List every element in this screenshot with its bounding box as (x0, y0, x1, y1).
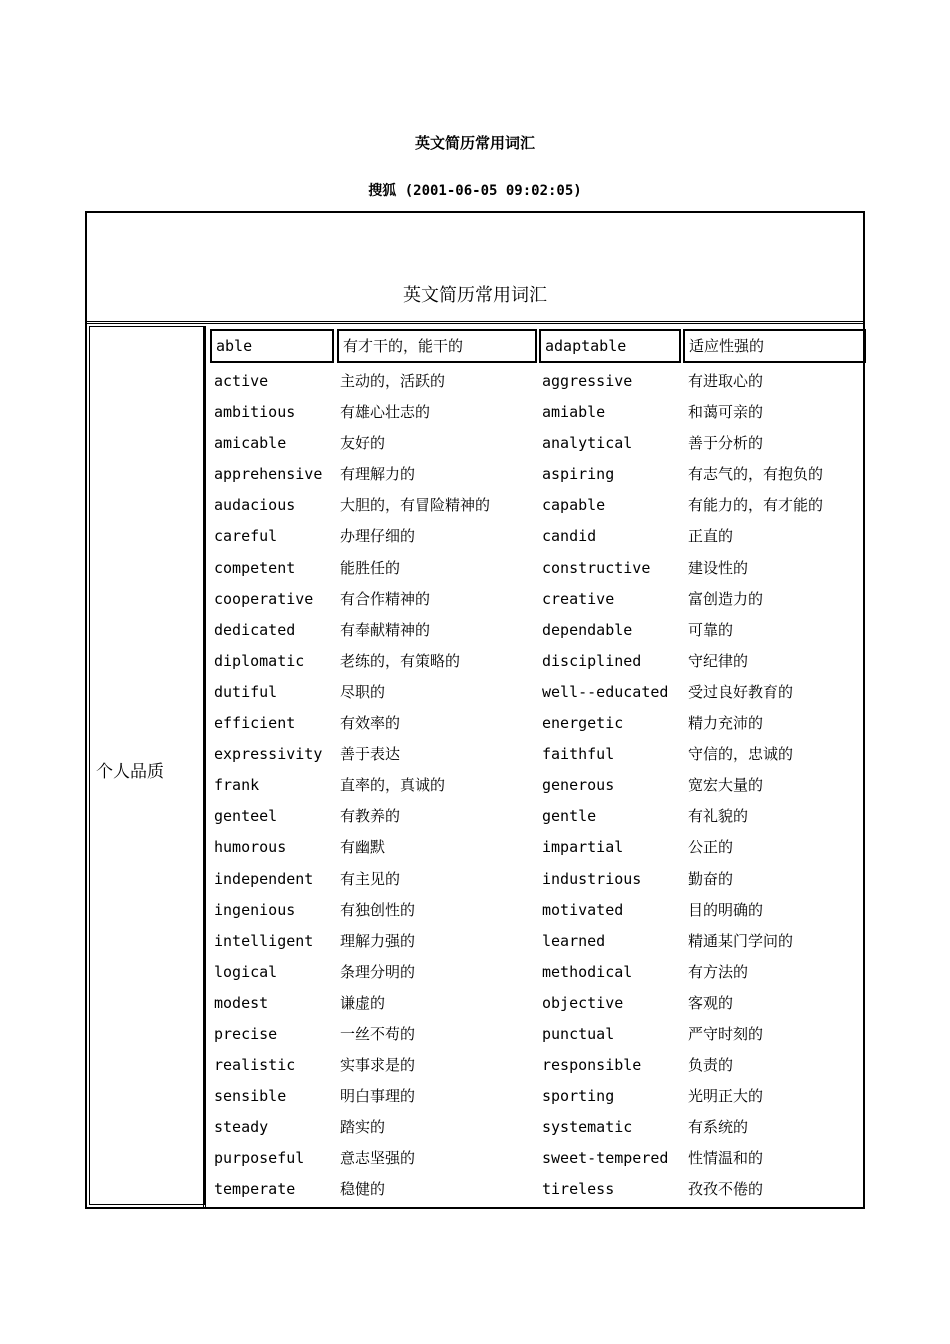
word-row (206, 770, 866, 801)
word-en-right: well--educated (542, 682, 669, 701)
header-word-en-1: able (210, 329, 334, 363)
word-zh-left: 有独创性的 (340, 900, 416, 919)
word-zh-left: 主动的，活跃的 (340, 372, 446, 390)
word-zh-left: 有主见的 (340, 869, 401, 888)
word-en-right: analytical (542, 434, 633, 453)
word-en-left: steady (214, 1118, 269, 1137)
word-zh-right: 可靠的 (688, 620, 734, 639)
word-en-left: expressivity (214, 745, 323, 764)
word-en-right: disciplined (542, 651, 642, 670)
word-en-left: dutiful (214, 682, 278, 701)
word-zh-left: 理解力强的 (340, 931, 416, 950)
word-zh-right: 有礼貌的 (688, 807, 749, 826)
word-zh-left: 有教养的 (340, 807, 401, 826)
word-en-right: punctual (542, 1024, 615, 1043)
word-row (206, 801, 866, 832)
word-zh-right: 有进取心的 (688, 372, 764, 390)
word-zh-left: 条理分明的 (340, 962, 416, 981)
word-row (206, 677, 866, 708)
header-word-zh-2: 适应性强的 (683, 329, 866, 363)
word-en-left: diplomatic (214, 651, 305, 670)
word-en-right: objective (542, 993, 624, 1012)
word-zh-right: 正直的 (688, 527, 734, 546)
category-cell (89, 326, 205, 1205)
word-zh-left: 有合作精神的 (340, 589, 431, 608)
word-en-left: frank (214, 776, 260, 795)
word-row (206, 895, 866, 926)
word-zh-right: 守纪律的 (688, 651, 749, 670)
word-en-right: systematic (542, 1118, 633, 1137)
header-word-zh-1: 有才干的，能干的 (337, 329, 537, 363)
word-zh-left: 有理解力的 (340, 465, 416, 484)
word-en-right: generous (542, 776, 615, 795)
word-zh-right: 建设性的 (688, 558, 749, 577)
word-row (206, 1112, 866, 1143)
document-source-line: 搜狐 (2001-06-05 09:02:05) (368, 183, 582, 199)
word-en-right: gentle (542, 807, 597, 826)
word-zh-right: 富创造力的 (688, 589, 764, 608)
words-area (203, 326, 863, 1207)
word-en-right: creative (542, 589, 615, 608)
word-zh-right: 孜孜不倦的 (688, 1180, 764, 1199)
word-zh-left: 能胜任的 (340, 558, 401, 577)
word-zh-left: 有幽默 (340, 838, 386, 857)
word-zh-left: 有效率的 (340, 714, 401, 733)
word-zh-left: 稳健的 (340, 1180, 386, 1199)
word-row (206, 1174, 866, 1205)
word-zh-right: 精通某门学问的 (688, 931, 794, 950)
word-en-left: active (214, 372, 269, 390)
word-row (206, 1050, 866, 1081)
word-row (206, 428, 866, 459)
word-zh-right: 有能力的，有才能的 (688, 496, 824, 515)
word-zh-left: 实事求是的 (340, 1056, 416, 1075)
word-en-left: sensible (214, 1087, 287, 1106)
word-en-right: dependable (542, 620, 633, 639)
word-en-right: constructive (542, 558, 651, 577)
word-row (206, 459, 866, 490)
word-zh-left: 友好的 (340, 434, 386, 453)
word-zh-right: 光明正大的 (688, 1087, 764, 1106)
word-en-left: logical (214, 962, 278, 981)
vocabulary-table (85, 211, 865, 1209)
word-zh-right: 严守时刻的 (688, 1024, 764, 1043)
word-en-right: methodical (542, 962, 633, 981)
word-zh-right: 有志气的，有抱负的 (688, 465, 824, 484)
word-zh-right: 负责的 (688, 1056, 734, 1075)
table-heading-cell (87, 213, 863, 324)
word-en-left: competent (214, 558, 296, 577)
word-zh-right: 善于分析的 (688, 434, 764, 453)
word-en-right: energetic (542, 714, 624, 733)
word-zh-left: 谦虚的 (340, 993, 386, 1012)
word-row (206, 1081, 866, 1112)
word-en-left: temperate (214, 1180, 296, 1199)
word-row (206, 553, 866, 584)
word-en-left: humorous (214, 838, 287, 857)
word-en-right: industrious (542, 869, 642, 888)
word-row (206, 926, 866, 957)
word-row (206, 521, 866, 552)
word-en-left: ingenious (214, 900, 296, 919)
word-zh-left: 踏实的 (340, 1118, 386, 1137)
word-row (206, 988, 866, 1019)
document-title: 英文简历常用词汇 (414, 134, 535, 152)
word-en-left: independent (214, 869, 314, 888)
word-en-right: learned (542, 931, 606, 950)
word-en-left: amicable (214, 434, 287, 453)
word-row (206, 864, 866, 895)
word-en-left: efficient (214, 714, 296, 733)
word-row (206, 490, 866, 521)
word-zh-left: 明白事理的 (340, 1087, 416, 1106)
word-row (206, 1143, 866, 1174)
word-zh-right: 勤奋的 (688, 869, 734, 888)
word-zh-left: 善于表达 (340, 745, 401, 764)
word-zh-left: 有奉献精神的 (340, 620, 431, 639)
word-zh-left: 大胆的，有冒险精神的 (340, 496, 491, 515)
word-row (206, 832, 866, 863)
word-en-left: purposeful (214, 1149, 305, 1168)
word-en-left: careful (214, 527, 278, 546)
word-en-left: intelligent (214, 931, 314, 950)
word-en-left: audacious (214, 496, 296, 515)
table-heading: 英文简历常用词汇 (403, 285, 547, 306)
word-zh-right: 宽宏大量的 (688, 776, 764, 795)
word-row (206, 366, 866, 397)
word-zh-right: 守信的，忠诚的 (688, 745, 794, 764)
category-label: 个人品质 (96, 762, 164, 782)
word-en-right: motivated (542, 900, 624, 919)
word-row (206, 646, 866, 677)
header-word-en-2: adaptable (539, 329, 681, 363)
word-zh-right: 客观的 (688, 993, 734, 1012)
word-zh-left: 尽职的 (340, 682, 386, 701)
word-en-right: responsible (542, 1056, 642, 1075)
header-row (206, 329, 866, 363)
word-zh-left: 办理仔细的 (340, 527, 416, 546)
word-zh-right: 有系统的 (688, 1118, 749, 1137)
word-en-right: aggressive (542, 372, 633, 390)
word-row (206, 1019, 866, 1050)
word-en-right: candid (542, 527, 597, 546)
word-en-left: cooperative (214, 589, 314, 608)
word-zh-right: 目的明确的 (688, 900, 764, 919)
word-en-left: dedicated (214, 620, 296, 639)
word-zh-right: 和蔼可亲的 (688, 403, 764, 422)
word-zh-left: 意志坚强的 (340, 1149, 416, 1168)
word-en-left: apprehensive (214, 465, 323, 484)
word-zh-left: 直率的，真诚的 (340, 776, 446, 795)
word-zh-right: 受过良好教育的 (688, 682, 794, 701)
word-zh-right: 精力充沛的 (688, 714, 764, 733)
word-en-left: precise (214, 1024, 278, 1043)
word-en-left: ambitious (214, 403, 296, 422)
word-en-left: realistic (214, 1056, 296, 1075)
word-zh-left: 老练的，有策略的 (340, 651, 461, 670)
word-en-right: capable (542, 496, 606, 515)
word-en-right: impartial (542, 838, 624, 857)
word-zh-left: 一丝不苟的 (340, 1024, 416, 1043)
word-en-right: sporting (542, 1087, 615, 1106)
word-en-left: modest (214, 993, 269, 1012)
word-row (206, 584, 866, 615)
word-en-right: aspiring (542, 465, 615, 484)
word-zh-right: 有方法的 (688, 962, 749, 981)
word-en-right: tireless (542, 1180, 615, 1199)
word-en-left: genteel (214, 807, 278, 826)
word-row (206, 708, 866, 739)
word-row (206, 397, 866, 428)
word-en-right: amiable (542, 403, 606, 422)
word-en-right: faithful (542, 745, 615, 764)
word-zh-left: 有雄心壮志的 (340, 403, 431, 422)
word-en-right: sweet-tempered (542, 1149, 669, 1168)
word-row (206, 957, 866, 988)
word-zh-right: 性情温和的 (688, 1149, 764, 1168)
word-row (206, 739, 866, 770)
word-row (206, 615, 866, 646)
word-list (206, 366, 866, 1206)
word-zh-right: 公正的 (688, 838, 734, 857)
